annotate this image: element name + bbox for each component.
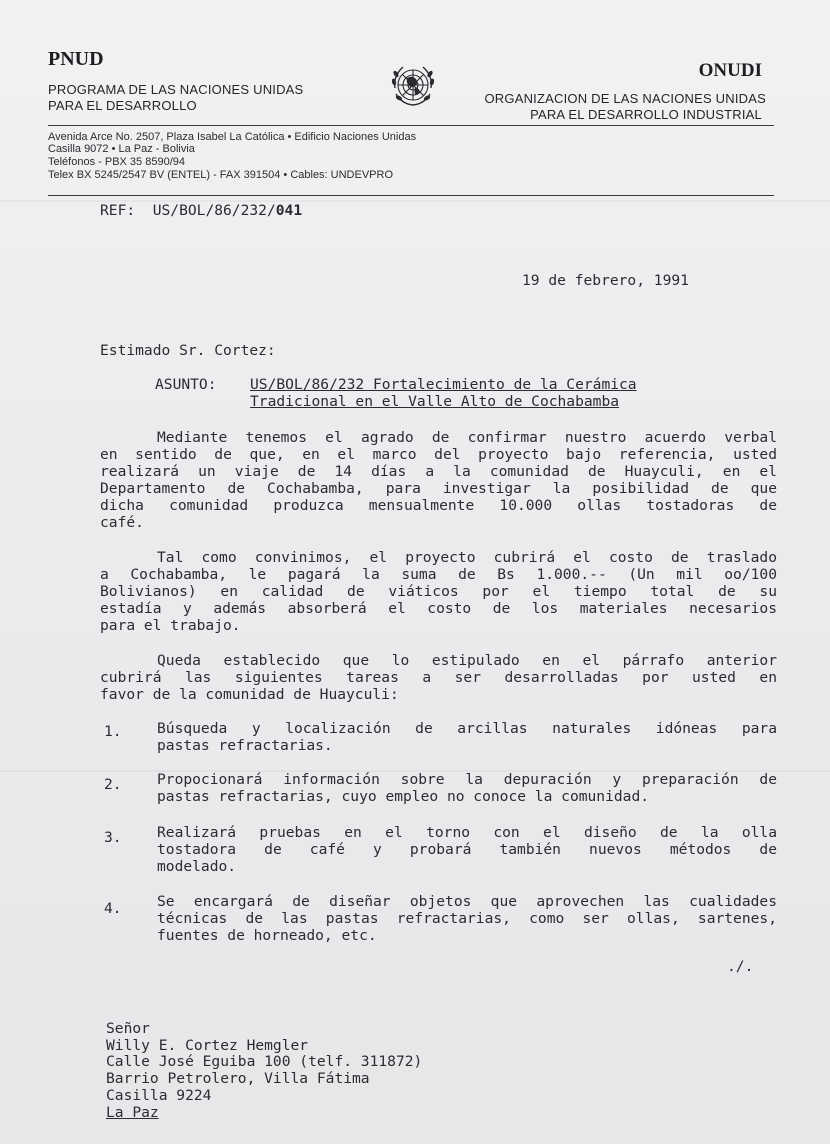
subject-line: Tradicional en el Valle Alto de Cochabamba: [250, 393, 620, 410]
address-line: Avenida Arce No. 2507, Plaza Isabel La Católica • Edificio Naciones Unidas: [48, 131, 417, 143]
list-item-line: modelado.: [157, 858, 237, 875]
recipient-line: Willy E. Cortez Hemgler: [106, 1037, 309, 1054]
list-item-line: Propocionará información sobre la depuración y preparación de: [157, 771, 777, 788]
paragraph-line: Tal como convinimos, el proyecto cubrirá el costo de traslado: [157, 549, 777, 566]
list-item-number: 3.: [104, 829, 122, 846]
ref-label: REF:: [100, 202, 136, 219]
list-item-line: pastas refractarias.: [157, 737, 333, 754]
header-rule: [48, 125, 774, 126]
list-item-line: pastas refractarias, cuyo empleo no conoce la comunidad.: [157, 788, 650, 805]
address-rule: [48, 195, 774, 196]
paragraph-line: dicha comunidad produzca mensualmente 10.000 ollas tostadoras de: [100, 497, 777, 514]
onudi-acronym: ONUDI: [698, 60, 762, 81]
onudi-name-line1: ORGANIZACION DE LAS NACIONES UNIDAS: [484, 91, 766, 106]
recipient-line: Casilla 9224: [106, 1087, 212, 1104]
list-item-line: tostadora de café y probará también nuevos métodos de: [157, 841, 777, 858]
paragraph-line: estadía y además absorberá el costo de los materiales necesarios: [100, 600, 777, 617]
recipient-line: Señor: [106, 1020, 150, 1037]
onudi-name-line2: PARA EL DESARROLLO INDUSTRIAL: [530, 107, 762, 122]
recipient-line: Calle José Eguiba 100 (telf. 311872): [106, 1053, 423, 1070]
list-item-line: fuentes de horneado, etc.: [157, 927, 377, 944]
paragraph-line: Mediante tenemos el agrado de confirmar nuestro acuerdo verbal: [157, 429, 777, 446]
ref-number: 041: [275, 202, 303, 219]
recipient-line: Barrio Petrolero, Villa Fátima: [106, 1070, 370, 1087]
paragraph-line: café.: [100, 514, 144, 531]
address-line: Teléfonos - PBX 35 8590/94: [48, 156, 185, 168]
subject-line: US/BOL/86/232 Fortalecimiento de la Cerámica: [250, 376, 637, 393]
address-line: Telex BX 5245/2547 BV (ENTEL) - FAX 391504 • Cables: UNDEVPRO: [48, 169, 394, 181]
letter-date: 19 de febrero, 1991: [522, 272, 689, 289]
list-item-line: Realizará pruebas en el torno con el diseño de la olla: [157, 824, 777, 841]
paragraph-line: para el trabajo.: [100, 617, 241, 634]
un-emblem-icon: [385, 58, 441, 114]
list-item-number: 2.: [104, 776, 122, 793]
paragraph-line: Queda establecido que lo estipulado en el párrafo anterior: [157, 652, 777, 669]
list-item-line: Se encargará de diseñar objetos que aprovechen las cualidades: [157, 893, 777, 910]
continued-mark: ./.: [727, 958, 754, 975]
paragraph-line: realizará un viaje de 14 días a la comunidad de Huayculi, en el: [100, 463, 777, 480]
ref-code: US/BOL/86/232/: [152, 202, 276, 219]
pnud-acronym: PNUD: [48, 48, 104, 70]
reference: [100, 202, 302, 219]
paragraph-line: Bolivianos) en calidad de viáticos por el tiempo total de su: [100, 583, 777, 600]
salutation: Estimado Sr. Cortez:: [100, 342, 276, 359]
list-item-line: técnicas de las pastas refractarias, como ser ollas, sartenes,: [157, 910, 777, 927]
recipient-line: La Paz: [106, 1104, 159, 1121]
address-line: Casilla 9072 • La Paz - Bolivia: [48, 143, 195, 155]
list-item-line: Búsqueda y localización de arcillas naturales idóneas para: [157, 720, 777, 737]
subject-label: ASUNTO:: [155, 376, 217, 393]
paragraph-line: en sentido de que, en el marco del proyecto bajo referencia, usted: [100, 446, 777, 463]
list-item-number: 4.: [104, 900, 122, 917]
pnud-name-line2: PARA EL DESARROLLO: [48, 98, 197, 113]
pnud-name-line1: PROGRAMA DE LAS NACIONES UNIDAS: [48, 82, 304, 97]
paragraph-line: Departamento de Cochabamba, para investigar la posibilidad de que: [100, 480, 777, 497]
list-item-number: 1.: [104, 723, 122, 740]
paragraph-line: a Cochabamba, le pagará la suma de Bs 1.000.-- (Un mil oo/100: [100, 566, 777, 583]
paragraph-line: favor de la comunidad de Huayculi:: [100, 686, 399, 703]
paragraph-line: cubrirá las siguientes tareas a ser desarrolladas por usted en: [100, 669, 777, 686]
